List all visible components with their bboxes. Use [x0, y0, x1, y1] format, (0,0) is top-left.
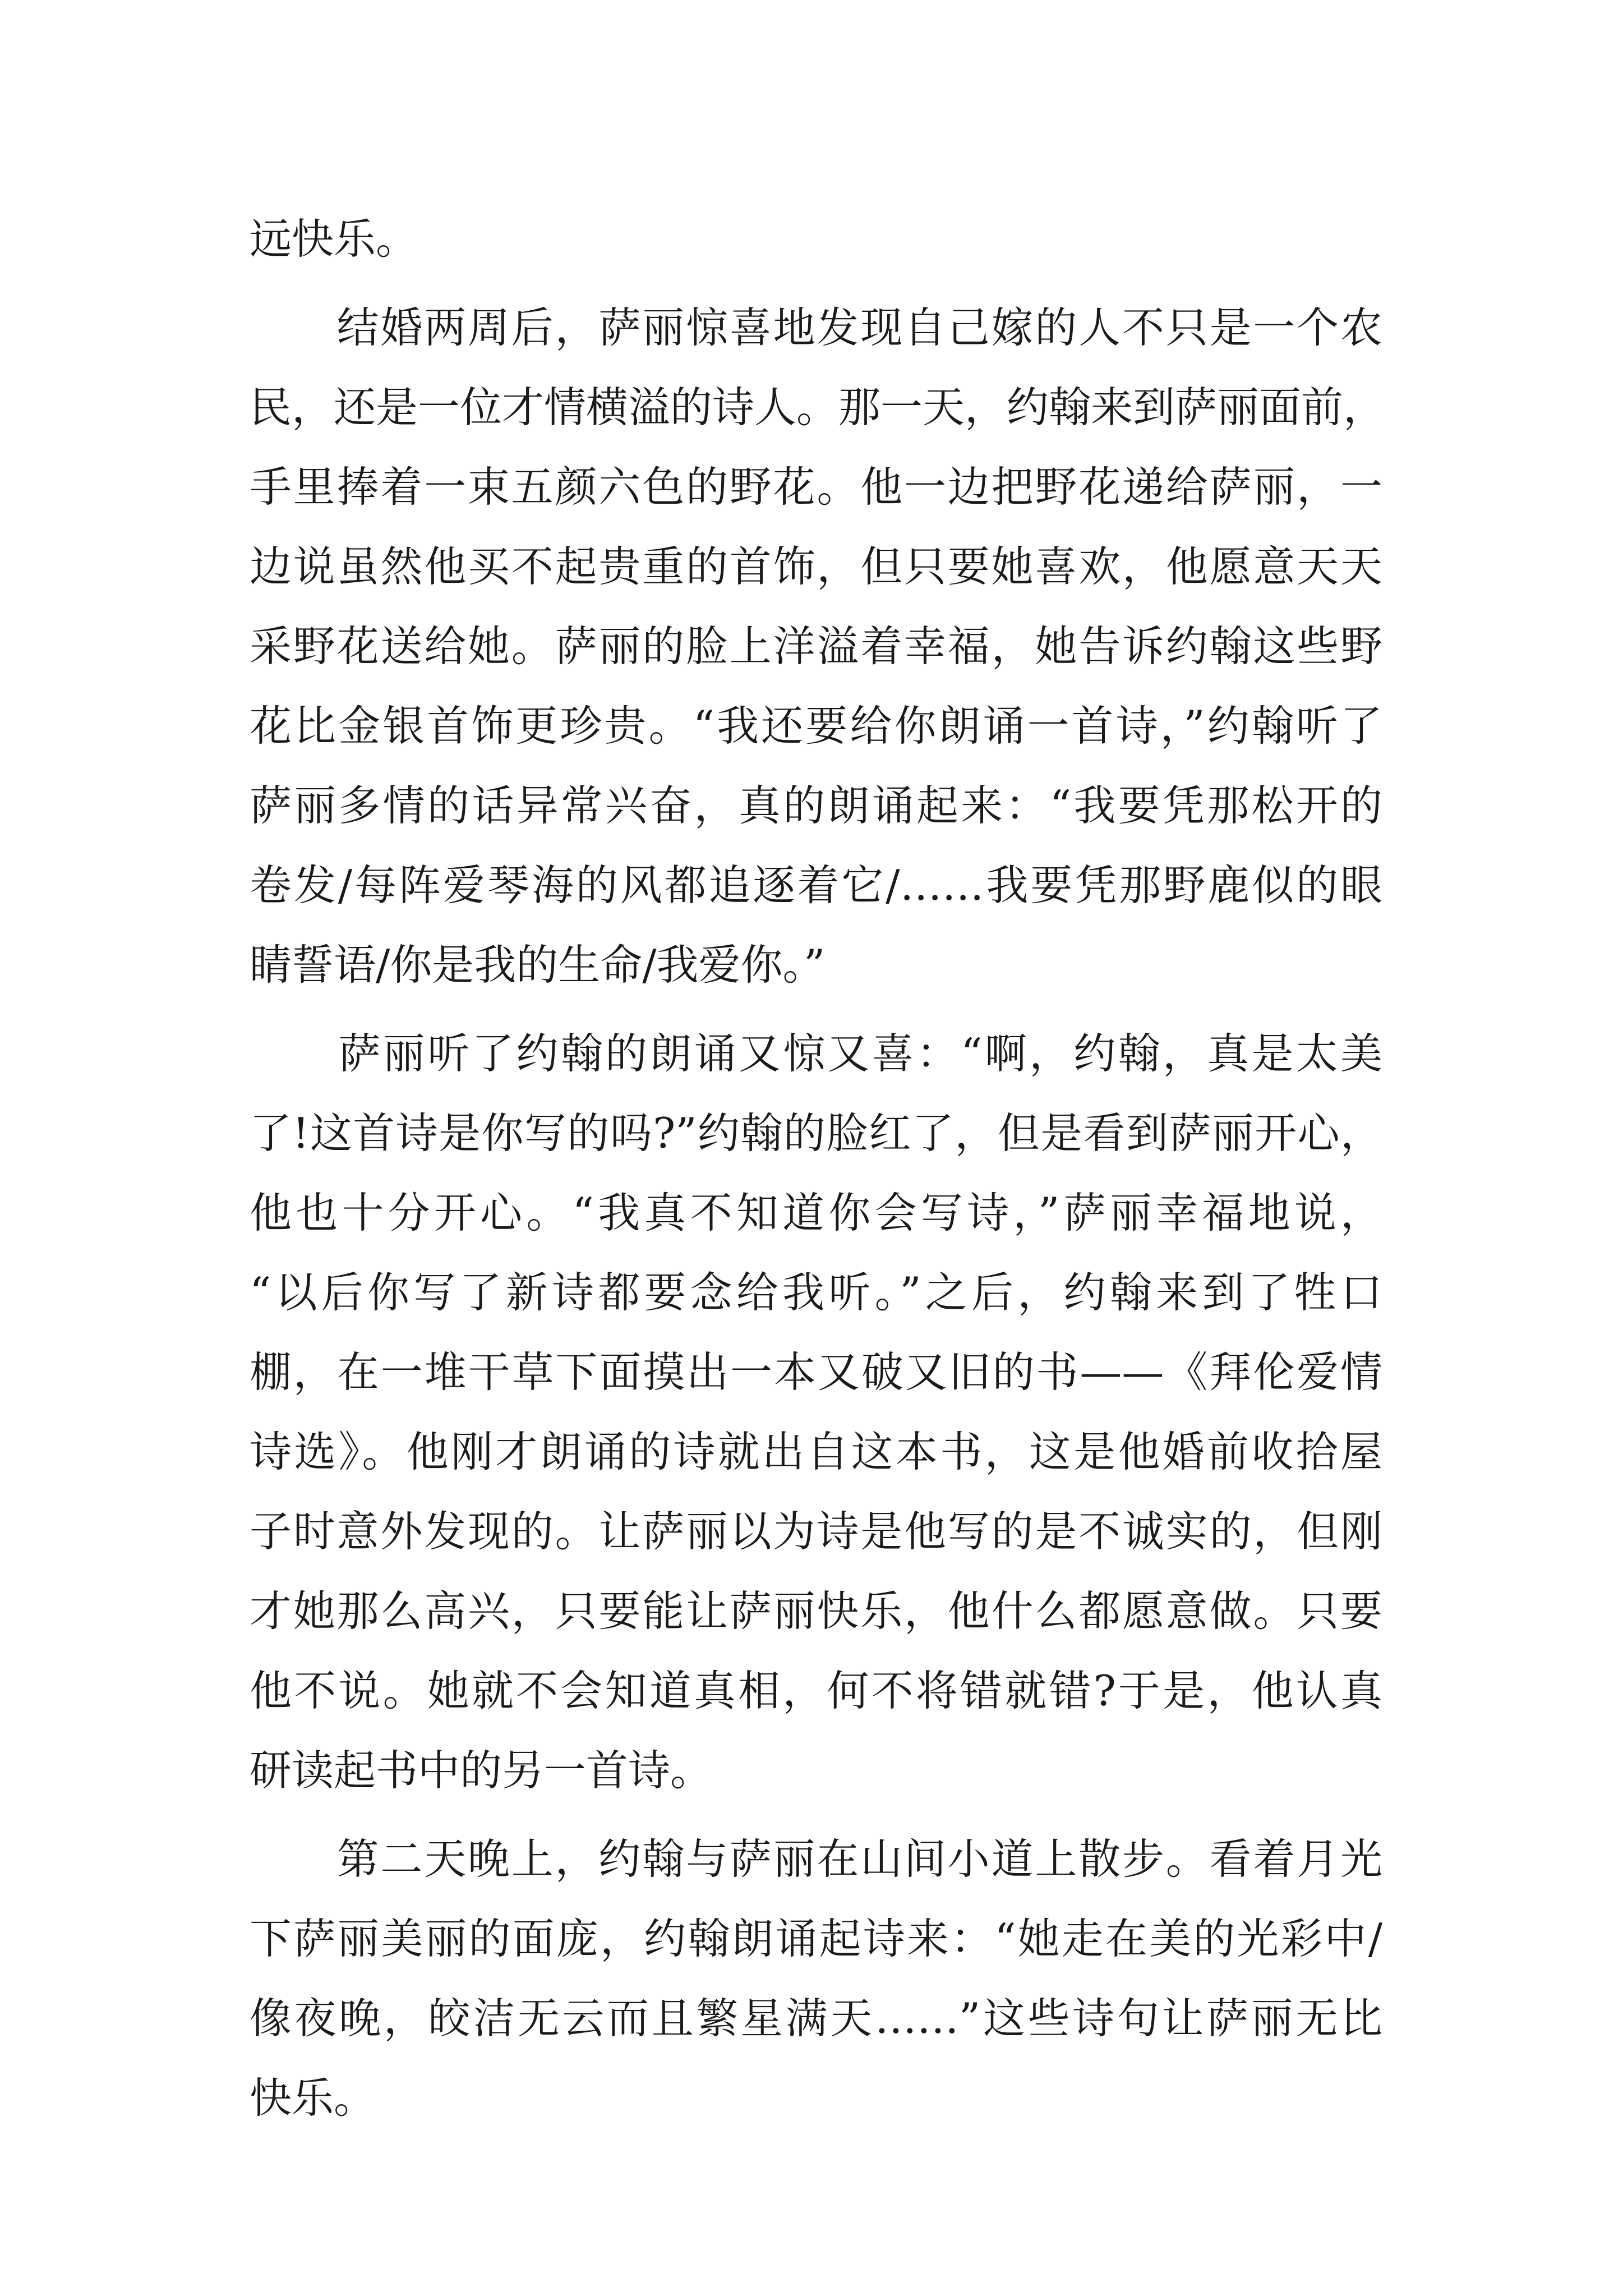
- text-line: 边说虽然他买不起贵重的首饰，但只要她喜欢，他愿意天天: [250, 542, 1382, 591]
- body-text: [250, 199, 1386, 2138]
- text-line: 手里捧着一束五颜六色的野花。他一边把野花递给萨丽，一: [250, 462, 1382, 512]
- text-line: 卷发/每阵爱琴海的风都追逐着它/……我要凭那野鹿似的眼: [250, 861, 1382, 910]
- text-line: 花比金银首饰更珍贵。“我还要给你朗诵一首诗，”约翰听了: [250, 701, 1382, 751]
- text-line: 了!这首诗是你写的吗?”约翰的脸红了，但是看到萨丽开心，: [250, 1108, 1382, 1158]
- text-line: 研读起书中的另一首诗。: [250, 1746, 713, 1795]
- text-line: 萨丽多情的话异常兴奋，真的朗诵起来：“我要凭那松开的: [250, 781, 1382, 830]
- text-line: 棚，在一堆干草下面摸出一本又破又旧的书——《拜伦爱情: [250, 1347, 1382, 1397]
- text-line: 像夜晚，皎洁无云而且繁星满天……”这些诗句让萨丽无比: [250, 1994, 1382, 2043]
- text-line: 第二天晚上，约翰与萨丽在山间小道上散步。看着月光: [250, 1834, 1382, 1884]
- text-line: 下萨丽美丽的面庞，约翰朗诵起诗来：“她走在美的光彩中/: [250, 1914, 1382, 1963]
- paragraph: [250, 288, 1386, 1005]
- text-line: 才她那么高兴，只要能让萨丽快乐，他什么都愿意做。只要: [250, 1586, 1382, 1636]
- text-line: 他不说。她就不会知道真相，何不将错就错?于是，他认真: [250, 1666, 1382, 1715]
- text-line: 诗选》。他刚才朗诵的诗就出自这本书，这是他婚前收拾屋: [250, 1427, 1382, 1476]
- paragraph: [250, 199, 1382, 279]
- text-line: 睛誓语/你是我的生命/我爱你。”: [250, 940, 826, 990]
- text-line: 民，还是一位才情横溢的诗人。那一天，约翰来到萨丽面前，: [250, 383, 1386, 432]
- paragraph: [250, 1819, 1382, 2138]
- text-line: 远快乐。: [250, 214, 418, 264]
- text-line: 子时意外发现的。让萨丽以为诗是他写的是不诚实的，但刚: [250, 1507, 1382, 1556]
- text-line: 他也十分开心。“我真不知道你会写诗，”萨丽幸福地说，: [250, 1188, 1382, 1237]
- text-line: 结婚两周后，萨丽惊喜地发现自己嫁的人不只是一个农: [250, 303, 1382, 352]
- text-line: 快乐。: [250, 2073, 376, 2123]
- text-line: “以后你写了新诗都要念给我听。”之后，约翰来到了牲口: [250, 1268, 1382, 1317]
- paragraph: [250, 1014, 1382, 1810]
- text-line: 萨丽听了约翰的朗诵又惊又喜：“啊，约翰，真是太美: [250, 1029, 1382, 1078]
- text-line: 采野花送给她。萨丽的脸上洋溢着幸福，她告诉约翰这些野: [250, 622, 1382, 671]
